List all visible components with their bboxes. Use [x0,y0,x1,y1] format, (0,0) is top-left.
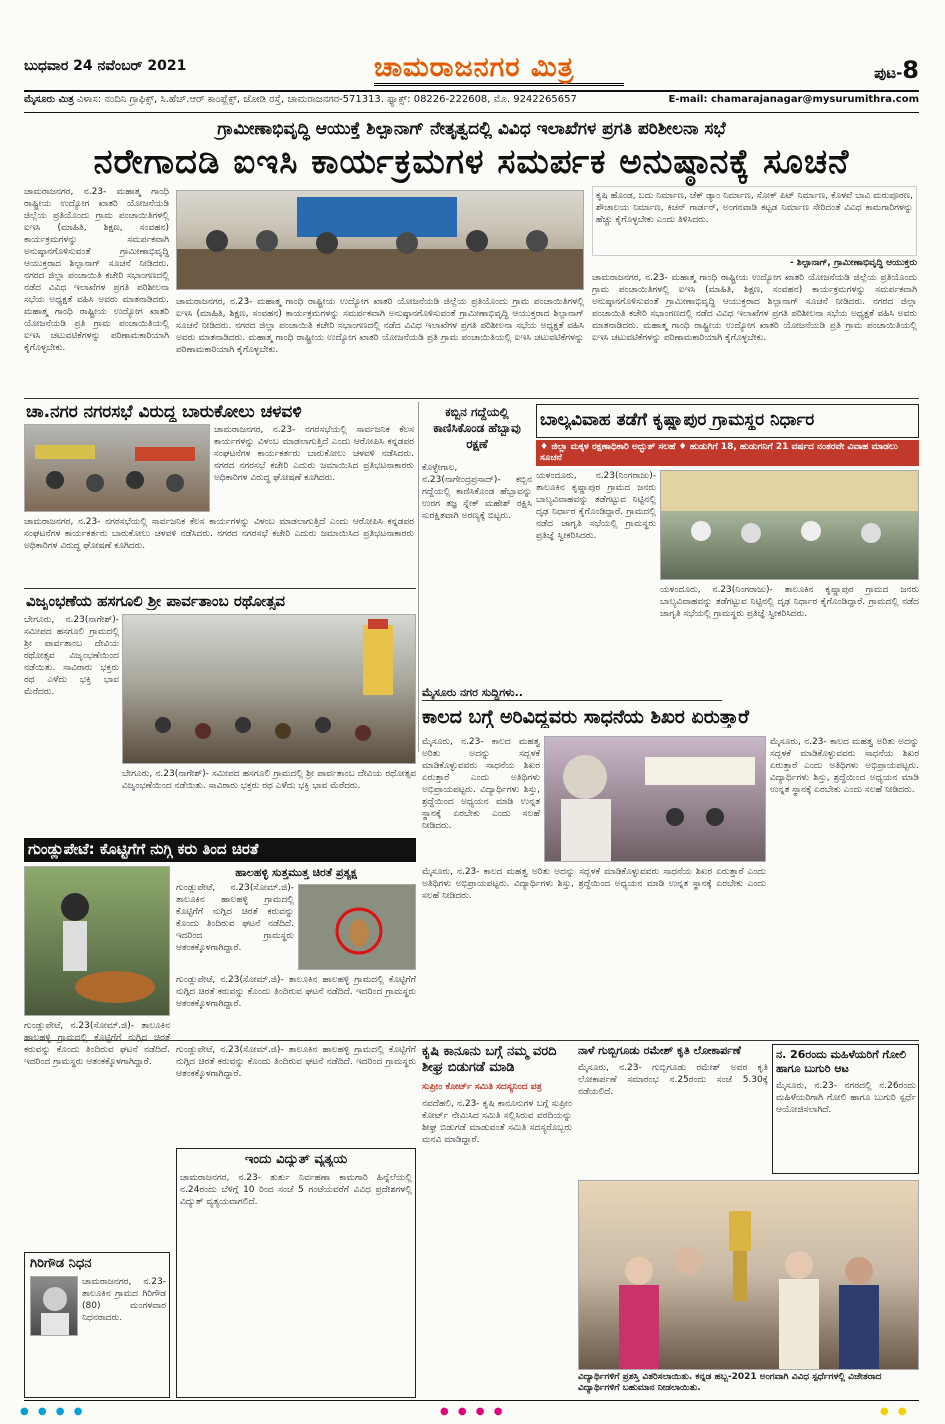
festival-title: ವಿಜೃಂಭಣೆಯ ಹಸಗೂಲಿ ಶ್ರೀ ಪಾರ್ವತಾಂಬ ರಥೋತ್ಸವ [26,592,286,610]
page-label [874,56,919,84]
lead-body-middle: ಚಾಮರಾಜನಗರ, ನ.23- ಮಹಾತ್ಮ ಗಾಂಧಿ ರಾಷ್ಟ್ರೀಯ ಉದ್ಯೋಗ ಖಾತರಿ ಯೋಜನೆಯಡಿ ಜಿಲ್ಲೆಯ ಪ್ರತಿಯೊಂದು ಗ್ರಾಮ ಪಂಚಾಯಿತಿಗಳಲ್ಲಿ ಐಇಸಿ (ಮಾಹಿತಿ, ಶಿಕ್ಷಣ, ಸಂವಹನ) ಕಾರ್ಯಕ್ರಮಗಳನ್ನು ಸಮರ್ಪಕವಾಗಿ ಅನುಷ್ಠಾನಗೊಳಿಸುವಂತೆ ಗ್ರಾಮೀಣಾಭಿವೃದ್ಧಿ ಆಯುಕ್ತರಾದ ಶಿಲ್ಪಾನಾಗ್ ಸೂಚನೆ ನೀಡಿದರು. ನಗರದ ಜಿಲ್ಲಾ ಪಂಚಾಯಿತಿ ಕಚೇರಿ ಸಭಾಂಗಣದಲ್ಲಿ ನಡೆದ ವಿವಿಧ ಇಲಾಖೆಗಳ ಪ್ರಗತಿ ಪರಿಶೀಲನಾ ಸಭೆಯ ಅಧ್ಯಕ್ಷತೆ ವಹಿಸಿ ಅವರು ಮಾತನಾಡಿದರು. ಮಹಾತ್ಮ ಗಾಂಧಿ ರಾಷ್ಟ್ರೀಯ ಉದ್ಯೋಗ ಖಾತರಿ ಯೋಜನೆಯಡಿ ಪ್ರತಿ ಗ್ರಾಮ ಪಂಚಾಯಿತಿಯಲ್ಲಿ ಐಇಸಿ ಚಟುವಟಿಕೆಗಳನ್ನು ಪರಿಣಾಮಕಾರಿಯಾಗಿ ಕೈಗೊಳ್ಳಬೇಕು. [176,297,584,355]
lead-kicker: ಗ್ರಾಮೀಣಾಭಿವೃದ್ಧಿ ಆಯುಕ್ತೆ ಶಿಲ್ಪಾನಾಗ್ ನೇತೃತ್ವದಲ್ಲಿ ವಿವಿಧ ಇಲಾಖೆಗಳ ಪ್ರಗತಿ ಪರಿಶೀಲನಾ ಸಭೆ [217,119,726,139]
child-marriage-title: ಬಾಲ್ಯವಿವಾಹ ತಡೆಗೆ ಕೃಷ್ಣಾಪುರ ಗ್ರಾಮಸ್ಥರ ನಿರ್ಧಾರ [540,410,815,430]
lead-credit: - ಶಿಲ್ಪಾನಾಗ್, ಗ್ರಾಮೀಣಾಭಿವೃದ್ಧಿ ಆಯುಕ್ತರು [789,258,917,268]
knowledge-body-cont: ಮೈಸೂರು, ನ.23- ಕಾಲದ ಮಹತ್ವ ಅರಿತು ಅದನ್ನು ಸದ್ಬಳಕೆ ಮಾಡಿಕೊಳ್ಳುವವರು ಸಾಧನೆಯ ಶಿಖರ ಏರುತ್ತಾರೆ ಎಂದು ಅತಿಥಿಗಳು ಅಭಿಪ್ರಾಯಪಟ್ಟರು. ವಿದ್ಯಾರ್ಥಿಗಳು ಶಿಸ್ತು, ಶ್ರದ್ಧೆಯಿಂದ ಅಧ್ಯಯನ ಮಾಡಿ ಉನ್ನತ ಸ್ಥಾನಕ್ಕೆ ಏರಬೇಕು ಎಂದು ಸಲಹೆ ನೀಡಿದರು. [422,867,766,901]
child-marriage-body-cont: ಯಳಂದೂರು, ನ.23(ನಿಂಗರಾಜು)- ತಾಲೂಕಿನ ಕೃಷ್ಣಾಪುರ ಗ್ರಾಮದ ಜನರು ಬಾಲ್ಯವಿವಾಹವನ್ನು ತಡೆಗಟ್ಟುವ ನಿಟ್ಟಿನಲ್ಲಿ ದೃಢ ನಿರ್ಧಾರ ಕೈಗೊಂಡಿದ್ದಾರೆ. ಗ್ರಾಮದಲ್ಲಿ ನಡೆದ ಜಾಗೃತಿ ಸಭೆಯಲ್ಲಿ ಗ್ರಾಮಸ್ಥರು ಪ್ರತಿಜ್ಞೆ ಸ್ವೀಕರಿಸಿದರು. [660,585,919,619]
page-number: 8 [902,56,919,84]
masthead [24,52,919,90]
leopard-calf-photo [24,866,170,1016]
trophy-photo-icon [579,1181,919,1370]
festival-body: ಬೇಗೂರು, ನ.23(ನಾಗೇಶ್)- ಸಮೀಪದ ಹಸಗೂಲಿ ಗ್ರಾಮದಲ್ಲಿ ಶ್ರೀ ಪಾರ್ವತಾಂಬ ದೇವಿಯ ರಥೋತ್ಸವ ವಿಜೃಂಭಣೆಯಿಂದ ನಡೆಯಿತು. ಸಾವಿರಾರು ಭಕ್ತರು ರಥ ಎಳೆದು ಭಕ್ತಿ ಭಾವ ಮೆರೆದರು. [24,615,119,697]
address-text: ವಿಳಾಸ: ನಂದಿನಿ ಗ್ರಾಫಿಕ್ಸ್, ಸಿ.ಹೆಚ್.ಆರ್ ಕಾಂಪ್ಲೆಕ್ಸ್, ಜೋಡಿ ರಸ್ತೆ, ಚಾಮರಾಜನಗರ-571313. ಫ್ಯಾಕ್ಸ್: 08226-222608, ಮೊ. 9242265657 [77,94,577,105]
page-label-text: ಪುಟ- [874,64,903,82]
bottom-rule [24,1400,919,1401]
chariot-photo-icon [123,615,416,764]
festival-body-cont: ಬೇಗೂರು, ನ.23(ನಾಗೇಶ್)- ಸಮೀಪದ ಹಸಗೂಲಿ ಗ್ರಾಮದಲ್ಲಿ ಶ್ರೀ ಪಾರ್ವತಾಂಬ ದೇವಿಯ ರಥೋತ್ಸವ ವಿಜೃಂಭಣೆಯಿಂದ ನಡೆಯಿತು. ಸಾವಿರಾರು ಭಕ್ತರು ರಥ ಎಳೆದು ಭಕ್ತಿ ಭಾವ ಮೆರೆದರು. [122,769,416,791]
child-marriage-bullets: ♦ ಜಿಲ್ಲಾ ಮಕ್ಕಳ ರಕ್ಷಣಾಧಿಕಾರಿ ಅದ್ಭುತ್ ಸಲಹೆ ♦ ಹುಡುಗಿಗೆ 18, ಹುಡುಗನಿಗೆ 21 ವರ್ಷದ ನಂತರವೇ ವಿವಾಹ ಮಾಡಲು ಸೂಚನೆ [536,440,919,466]
speaker-photo-icon [545,737,766,862]
protest-title: ಚಾ.ನಗರ ನಗರಸಭೆ ವಿರುದ್ಧ ಬಾರುಕೋಲು ಚಳವಳಿ [26,402,302,422]
festival-divider [24,588,416,589]
mysuru-news-label: ಮೈಸೂರು ನಗರ ಸುದ್ದಿಗಳು.. [422,686,722,701]
leopard-icon [299,885,416,970]
lead-divider [24,398,919,399]
leopard-photo [298,884,416,970]
farm-law-title: ಕೃಷಿ ಕಾನೂನು ಬಗ್ಗೆ ನಮ್ಮ ವರದಿ ಶೀಘ್ರ ಬಿಡುಗಡೆ ಮಾಡಿ [422,1044,557,1075]
leopard-body: ಗುಂಡ್ಲುಪೇಟೆ, ನ.23(ಸೋಮ್.ಜಿ)- ತಾಲೂಕಿನ ಹಾಲಹಳ್ಳಿ ಗ್ರಾಮದಲ್ಲಿ ಕೊಟ್ಟಿಗೆಗೆ ನುಗ್ಗಿದ ಚಿರತೆ ಕರುವನ್ನು ಕೊಂದು ತಿಂದಿರುವ ಘಟನೆ ನಡೆದಿದೆ. ಇದರಿಂದ ಗ್ರಾಮಸ್ಥರು ಆತಂಕಕ್ಕೊಳಗಾಗಿದ್ದಾರೆ. [176,883,294,953]
lead-body-right-cont: ಚಾಮರಾಜನಗರ, ನ.23- ಮಹಾತ್ಮ ಗಾಂಧಿ ರಾಷ್ಟ್ರೀಯ ಉದ್ಯೋಗ ಖಾತರಿ ಯೋಜನೆಯಡಿ ಜಿಲ್ಲೆಯ ಪ್ರತಿಯೊಂದು ಗ್ರಾಮ ಪಂಚಾಯಿತಿಗಳಲ್ಲಿ ಐಇಸಿ (ಮಾಹಿತಿ, ಶಿಕ್ಷಣ, ಸಂವಹನ) ಕಾರ್ಯಕ್ರಮಗಳನ್ನು ಸಮರ್ಪಕವಾಗಿ ಅನುಷ್ಠಾನಗೊಳಿಸುವಂತೆ ಗ್ರಾಮೀಣಾಭಿವೃದ್ಧಿ ಆಯುಕ್ತರಾದ ಶಿಲ್ಪಾನಾಗ್ ಸೂಚನೆ ನೀಡಿದರು. ನಗರದ ಜಿಲ್ಲಾ ಪಂಚಾಯಿತಿ ಕಚೇರಿ ಸಭಾಂಗಣದಲ್ಲಿ ನಡೆದ ವಿವಿಧ ಇಲಾಖೆಗಳ ಪ್ರಗತಿ ಪರಿಶೀಲನಾ ಸಭೆಯ ಅಧ್ಯಕ್ಷತೆ ವಹಿಸಿ ಅವರು ಮಾತನಾಡಿದರು. ಮಹಾತ್ಮ ಗಾಂಧಿ ರಾಷ್ಟ್ರೀಯ ಉದ್ಯೋಗ ಖಾತರಿ ಯೋಜನೆಯಡಿ ಪ್ರತಿ ಗ್ರಾಮ ಪಂಚಾಯಿತಿಯಲ್ಲಿ ಐಇಸಿ ಚಟುವಟಿಕೆಗಳನ್ನು ಪರಿಣಾಮಕಾರಿಯಾಗಿ ಕೈಗೊಳ್ಳಬೇಕು. [592,273,917,343]
protest-photo [24,424,210,512]
registration-dots-center: ● ● ● ● [440,1406,506,1417]
registration-dots-right: ● ● [880,1406,910,1417]
obituary-title: ಗಿರಿಗೌಡ ನಿಧನ [30,1256,92,1271]
farm-law-subtitle: ಸುಪ್ರೀಂ ಕೋರ್ಟ್ ಸಮಿತಿ ಸದಸ್ಯನಿಂದ ಪತ್ರ [422,1082,542,1092]
masthead-rule [24,90,919,92]
mysore-mitra-label: ಮೈಸೂರು ಮಿತ್ರ [24,94,74,105]
festival-photo [122,614,416,764]
obituary-photo [30,1276,78,1336]
calf-photo-icon [25,867,170,1016]
power-body: ಚಾಮರಾಜನಗರ, ನ.23- ತುರ್ತು ನಿರ್ವಹಣಾ ಕಾಮಗಾರಿ ಹಿನ್ನೆಲೆಯಲ್ಲಿ ನ.24ರಂದು ಬೆಳಿಗ್ಗೆ 10 ರಿಂದ ಸಂಜೆ 5 ಗಂಟೆಯವರೆಗೆ ವಿವಿಧ ಪ್ರದೇಶಗಳಲ್ಲಿ ವಿದ್ಯುತ್ ವ್ಯತ್ಯಯವಾಗಲಿದೆ. [180,1173,412,1207]
gathering-photo-icon [661,471,919,580]
lead-photo [176,190,584,290]
book-title: ನಾಳೆ ಗುಬ್ಬಿಗೂಡು ರಮೇಶ್ ಕೃತಿ ಲೋಕಾರ್ಪಣೆ [578,1044,741,1057]
leopard-body-lower: ಗುಂಡ್ಲುಪೇಟೆ, ನ.23(ಸೋಮ್.ಜಿ)- ತಾಲೂಕಿನ ಹಾಲಹಳ್ಳಿ ಗ್ರಾಮದಲ್ಲಿ ಕೊಟ್ಟಿಗೆಗೆ ನುಗ್ಗಿದ ಚಿರತೆ ಕರುವನ್ನು ಕೊಂದು ತಿಂದಿರುವ ಘಟನೆ ನಡೆದಿದೆ. ಇದರಿಂದ ಗ್ರಾಮಸ್ಥರು ಆತಂಕಕ್ಕೊಳಗಾಗಿದ್ದಾರೆ. [24,1021,170,1067]
leopard-subtitle: ಹಾಲಹಳ್ಳಿ ಸುತ್ತಮುತ್ತ ಚಿರತೆ ಪ್ರತ್ಯಕ್ಷ [235,866,357,879]
knowledge-body-right: ಮೈಸೂರು, ನ.23- ಕಾಲದ ಮಹತ್ವ ಅರಿತು ಅದನ್ನು ಸದ್ಬಳಕೆ ಮಾಡಿಕೊಳ್ಳುವವರು ಸಾಧನೆಯ ಶಿಖರ ಏರುತ್ತಾರೆ ಎಂದು ಅತಿಥಿಗಳು ಅಭಿಪ್ರಾಯಪಟ್ಟರು. ವಿದ್ಯಾರ್ಥಿಗಳು ಶಿಸ್ತು, ಶ್ರದ್ಧೆಯಿಂದ ಅಧ್ಯಯನ ಮಾಡಿ ಉನ್ನತ ಸ್ಥಾನಕ್ಕೆ ಏರಬೇಕು ಎಂದು ಸಲಹೆ ನೀಡಿದರು. [770,737,919,795]
knowledge-title: ಕಾಲದ ಬಗ್ಗೆ ಅರಿವಿದ್ದವರು ಸಾಧನೆಯ ಶಿಖರ ಏರುತ್ತಾರೆ [422,706,749,728]
book-body: ಮೈಸೂರು, ನ.23- ಗುಬ್ಬಿಗೂಡು ರಮೇಶ್ ಅವರ ಕೃತಿ ಲೋಕಾರ್ಪಣೆ ಸಮಾರಂಭ ನ.25ರಂದು ಸಂಜೆ 5.30ಕ್ಕೆ ನಡೆಯಲಿದೆ. [578,1063,768,1097]
python-title: ಕಬ್ಬಿನ ಗದ್ದೆಯಲ್ಲಿ ಕಾಣಿಸಿಕೊಂಡ ಹೆಬ್ಬಾವು ರಕ್ಷಣೆ [433,405,521,451]
knowledge-photo [544,736,766,862]
protest-body-cont: ಚಾಮರಾಜನಗರ, ನ.23- ನಗರಸಭೆಯಲ್ಲಿ ಸಾರ್ವಜನಿಕ ಕೆಲಸ ಕಾರ್ಯಗಳನ್ನು ವಿಳಂಬ ಮಾಡಲಾಗುತ್ತಿದೆ ಎಂದು ಆರೋಪಿಸಿ ಕನ್ನಡಪರ ಸಂಘಟನೆಗಳ ಕಾರ್ಯಕರ್ತರು ಬಾರುಕೋಲು ಚಳವಳಿ ನಡೆಸಿದರು. ನಗರದ ನಗರಸಭೆ ಕಚೇರಿ ಎದುರು ಜಮಾಯಿಸಿದ ಪ್ರತಿಭಟನಾಕಾರರು ಅಧಿಕಾರಿಗಳ ವಿರುದ್ಧ ಘೋಷಣೆ ಕೂಗಿದರು. [24,517,414,551]
python-body: ಕೊಳ್ಳೇಗಾಲ, ನ.23(ನಾಗೇಂದ್ರಪ್ರಸಾದ್)- ಕಬ್ಬಿನ ಗದ್ದೆಯಲ್ಲಿ ಕಾಣಿಸಿಕೊಂಡ ಹೆಬ್ಬಾವನ್ನು ಉರಗ ತಜ್ಞ ಸ್ನೇಕ್ ಮಹೇಶ್ ರಕ್ಷಿಸಿ ಸುರಕ್ಷಿತವಾಗಿ ಅರಣ್ಯಕ್ಕೆ ಬಿಟ್ಟರು. [422,463,532,521]
portrait-icon [31,1277,78,1336]
award-caption: ವಿದ್ಯಾರ್ಥಿಗಳಿಗೆ ಪ್ರಶಸ್ತಿ ವಿತರಿಸಲಾಯಿತು. ಕನ್ನಡ ಹಬ್ಬ-2021 ಅಂಗವಾಗಿ ವಿವಿಧ ಸ್ಪರ್ಧೆಗಳಲ್ಲಿ ವಿಜೇತರಾದ ವಿದ್ಯಾರ್ಥಿಗಳಿಗೆ ಬಹುಮಾನ ನೀಡಲಾಯಿತು. [578,1372,882,1393]
leopard-body-lower-2: ಗುಂಡ್ಲುಪೇಟೆ, ನ.23(ಸೋಮ್.ಜಿ)- ತಾಲೂಕಿನ ಹಾಲಹಳ್ಳಿ ಗ್ರಾಮದಲ್ಲಿ ಕೊಟ್ಟಿಗೆಗೆ ನುಗ್ಗಿದ ಚಿರತೆ ಕರುವನ್ನು ಕೊಂದು ತಿಂದಿರುವ ಘಟನೆ ನಡೆದಿದೆ. ಇದರಿಂದ ಗ್ರಾಮಸ್ಥರು ಆತಂಕಕ್ಕೊಳಗಾಗಿದ್ದಾರೆ. [176,1045,416,1079]
lead-body-right: ಕೃಷಿ ಹೊಂಡ, ಬದು ನಿರ್ಮಾಣ, ಚೆಕ್ ಡ್ಯಾಂ ನಿರ್ಮಾಣ, ಸೋಕ್ ಪಿಟ್ ನಿರ್ಮಾಣ, ಕೊಳವೆ ಬಾವಿ ಮರುಪೂರಣ, ಶೌಚಾಲಯ ನಿರ್ಮಾಣ, ಕಿಚನ್ ಗಾರ್ಡನ್, ಅಂಗನವಾಡಿ ಕಟ್ಟಡ ನಿರ್ಮಾಣ ಸೇರಿದಂತೆ ವಿವಿಧ ಕಾಮಗಾರಿಗಳನ್ನು ಹೆಚ್ಚು ಕೈಗೊಳ್ಳಬೇಕು ಎಂದು ತಿಳಿಸಿದರು. [592,186,917,256]
brand-title: ಚಾಮರಾಜನಗರ ಮಿತ್ರ [374,52,624,86]
power-title: ಇಂದು ವಿದ್ಯುತ್ ವ್ಯತ್ಯಯ [244,1152,348,1167]
registration-dots-left: ● ● ● ● [20,1406,86,1417]
protest-body: ಚಾಮರಾಜನಗರ, ನ.23- ನಗರಸಭೆಯಲ್ಲಿ ಸಾರ್ವಜನಿಕ ಕೆಲಸ ಕಾರ್ಯಗಳನ್ನು ವಿಳಂಬ ಮಾಡಲಾಗುತ್ತಿದೆ ಎಂದು ಆರೋಪಿಸಿ ಕನ್ನಡಪರ ಸಂಘಟನೆಗಳ ಕಾರ್ಯಕರ್ತರು ಬಾರುಕೋಲು ಚಳವಳಿ ನಡೆಸಿದರು. ನಗರದ ನಗರಸಭೆ ಕಚೇರಿ ಎದುರು ಜಮಾಯಿಸಿದ ಪ್ರತಿಭಟನಾಕಾರರು ಅಧಿಕಾರಿಗಳ ವಿರುದ್ಧ ಘೋಷಣೆ ಕೂಗಿದರು. [214,425,414,483]
child-marriage-body: ಯಳಂದೂರು, ನ.23(ನಿಂಗರಾಜು)- ತಾಲೂಕಿನ ಕೃಷ್ಣಾಪುರ ಗ್ರಾಮದ ಜನರು ಬಾಲ್ಯವಿವಾಹವನ್ನು ತಡೆಗಟ್ಟುವ ನಿಟ್ಟಿನಲ್ಲಿ ದೃಢ ನಿರ್ಧಾರ ಕೈಗೊಂಡಿದ್ದಾರೆ. ಗ್ರಾಮದಲ್ಲಿ ನಡೆದ ಜಾಗೃತಿ ಸಭೆಯಲ್ಲಿ ಗ್ರಾಮಸ್ಥರು ಪ್ರತಿಜ್ಞೆ ಸ್ವೀಕರಿಸಿದರು. [536,471,656,541]
lead-body-left: ಚಾಮರಾಜನಗರ, ನ.23- ಮಹಾತ್ಮ ಗಾಂಧಿ ರಾಷ್ಟ್ರೀಯ ಉದ್ಯೋಗ ಖಾತರಿ ಯೋಜನೆಯಡಿ ಜಿಲ್ಲೆಯ ಪ್ರತಿಯೊಂದು ಗ್ರಾಮ ಪಂಚಾಯಿತಿಗಳಲ್ಲಿ ಐಇಸಿ (ಮಾಹಿತಿ, ಶಿಕ್ಷಣ, ಸಂವಹನ) ಕಾರ್ಯಕ್ರಮಗಳನ್ನು ಸಮರ್ಪಕವಾಗಿ ಅನುಷ್ಠಾನಗೊಳಿಸುವಂತೆ ಗ್ರಾಮೀಣಾಭಿವೃದ್ಧಿ ಆಯುಕ್ತರಾದ ಶಿಲ್ಪಾನಾಗ್ ಸೂಚನೆ ನೀಡಿದರು. ನಗರದ ಜಿಲ್ಲಾ ಪಂಚಾಯಿತಿ ಕಚೇರಿ ಸಭಾಂಗಣದಲ್ಲಿ ನಡೆದ ವಿವಿಧ ಇಲಾಖೆಗಳ ಪ್ರಗತಿ ಪರಿಶೀಲನಾ ಸಭೆಯ ಅಧ್ಯಕ್ಷತೆ ವಹಿಸಿ ಅವರು ಮಾತನಾಡಿದರು. ಮಹಾತ್ಮ ಗಾಂಧಿ ರಾಷ್ಟ್ರೀಯ ಉದ್ಯೋಗ ಖಾತರಿ ಯೋಜನೆಯಡಿ ಪ್ರತಿ ಗ್ರಾಮ ಪಂಚಾಯಿತಿಯಲ್ಲಿ ಐಇಸಿ ಚಟುವಟಿಕೆಗಳನ್ನು ಪರಿಣಾಮಕಾರಿಯಾಗಿ ಕೈಗೊಳ್ಳಬೇಕು. [24,187,169,353]
address-line [24,94,919,109]
crowd-photo-icon [25,425,210,512]
column-rule [418,402,419,752]
publication-date: ಬುಧವಾರ 24 ನವೆಂಬರ್ 2021 [24,58,187,74]
knowledge-body: ಮೈಸೂರು, ನ.23- ಕಾಲದ ಮಹತ್ವ ಅರಿತು ಅದನ್ನು ಸದ್ಬಳಕೆ ಮಾಡಿಕೊಳ್ಳುವವರು ಸಾಧನೆಯ ಶಿಖರ ಏರುತ್ತಾರೆ ಎಂದು ಅತಿಥಿಗಳು ಅಭಿಪ್ರಾಯಪಟ್ಟರು. ವಿದ್ಯಾರ್ಥಿಗಳು ಶಿಸ್ತು, ಶ್ರದ್ಧೆಯಿಂದ ಅಧ್ಯಯನ ಮಾಡಿ ಉನ್ನತ ಸ್ಥಾನಕ್ಕೆ ಏರಬೇಕು ಎಂದು ಸಲಹೆ ನೀಡಿದರು. [422,737,540,831]
meeting-photo-icon [177,191,584,290]
award-photo [578,1180,919,1370]
email-text: E-mail: chamarajanagar@mysurumithra.com [668,94,919,105]
leopard-body-cont: ಗುಂಡ್ಲುಪೇಟೆ, ನ.23(ಸೋಮ್.ಜಿ)- ತಾಲೂಕಿನ ಹಾಲಹಳ್ಳಿ ಗ್ರಾಮದಲ್ಲಿ ಕೊಟ್ಟಿಗೆಗೆ ನುಗ್ಗಿದ ಚಿರತೆ ಕರುವನ್ನು ಕೊಂದು ತಿಂದಿರುವ ಘಟನೆ ನಡೆದಿದೆ. ಇದರಿಂದ ಗ್ರಾಮಸ್ಥರು ಆತಂಕಕ್ಕೊಳಗಾಗಿದ್ದಾರೆ. [176,975,416,1009]
gola-title: ನ. 26ರಂದು ಮಹಿಳೆಯರಿಗೆ ಗೋಲಿ ಹಾಗೂ ಬುಗುರಿ ಆಟ [776,1048,907,1075]
address-rule [24,112,919,113]
lead-headline: ನರೇಗಾದಡಿ ಐಇಸಿ ಕಾರ್ಯಕ್ರಮಗಳ ಸಮರ್ಪಕ ಅನುಷ್ಠಾನಕ್ಕೆ ಸೂಚನೆ [93,142,850,182]
child-marriage-photo [660,470,919,580]
leopard-title: ಗುಂಡ್ಲುಪೇಟೆ: ಕೊಟ್ಟಿಗೆಗೆ ನುಗ್ಗಿ ಕರು ತಿಂದ ಚಿರತೆ [24,838,416,862]
obituary-body: ಚಾಮರಾಜನಗರ, ನ.23- ತಾಲೂಕಿನ ಗ್ರಾಮದ ಗಿರಿಗೌಡ (80) ಮಂಗಳವಾರ ನಿಧನರಾದರು. [82,1277,166,1323]
gola-body: ಮೈಸೂರು, ನ.23- ನಗರದಲ್ಲಿ ನ.26ರಂದು ಮಹಿಳೆಯರಿಗಾಗಿ ಗೋಲಿ ಹಾಗೂ ಬುಗುರಿ ಸ್ಪರ್ಧೆ ಆಯೋಜಿಸಲಾಗಿದೆ. [776,1081,916,1115]
farm-law-body: ನವದೆಹಲಿ, ನ.23- ಕೃಷಿ ಕಾನೂನುಗಳ ಬಗ್ಗೆ ಸುಪ್ರೀಂ ಕೋರ್ಟ್ ನೇಮಿಸಿದ ಸಮಿತಿ ಸಲ್ಲಿಸಿರುವ ವರದಿಯನ್ನು ಶೀಘ್ರ ಬಿಡುಗಡೆ ಮಾಡುವಂತೆ ಸಮಿತಿ ಸದಸ್ಯರೊಬ್ಬರು ಮನವಿ ಮಾಡಿದ್ದಾರೆ. [422,1099,572,1145]
